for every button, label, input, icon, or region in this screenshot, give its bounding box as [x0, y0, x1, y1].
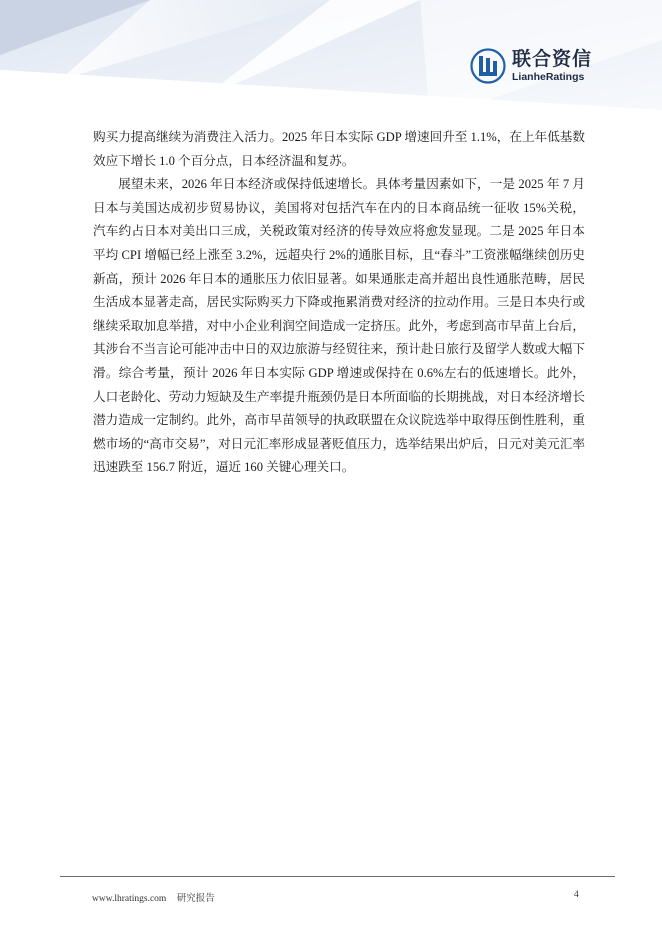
page-number: 4: [574, 890, 579, 900]
report-body: [93, 126, 585, 480]
footer-info: [92, 890, 215, 904]
brand-name-cn: 联合资信: [512, 47, 593, 70]
footer-report-type: 研究报告: [176, 894, 215, 904]
footer-divider: [60, 876, 615, 877]
body-paragraph: 展望未来，2026 年日本经济或保持低速增长。具体考量因素如下，一是 2025 年 7 月日本与美国达成初步贸易协议，美国将对包括汽车在内的日本商品统一征收 15%关税，汽车约占日本对美出口三成，关税政策对经济的传导效应将愈发显现。二是 2025 年日本平均 CPI 增幅已经上涨至 3.2%，远超央行 2%的通胀目标，且“春斗”工资涨幅继续创历史新高，预计 2026 年日本的通胀压力依旧显著。如果通胀走高并超出良性通胀范畴，居民生活成本显著走高，居民实际购买力下降或拖累消费对经济的拉动作用。三是日本央行或继续采取加息举措，对中小企业利润空间造成一定挤压。此外，考虑到高市早苗上台后，其涉台不当言论可能冲击中日的双边旅游与经贸往来，预计赴日旅行及留学人数或大幅下滑。综合考量，预计 2026 年日本实际 GDP 增速或保持在 0.6%左右的低速增长。此外，人口老龄化、劳动力短缺及生产率提升瓶颈仍是日本所面临的长期挑战，对日本经济增长潜力造成一定制约。此外，高市早苗领导的执政联盟在众议院选举中取得压倒性胜利，重燃市场的“高市交易”，对日元汇率形成显著贬值压力，选举结果出炉后，日元对美元汇率迅速跌至 156.7 附近，逼近 160 关键心理关口。: [93, 177, 585, 475]
brand-name-en: LianheRatings: [512, 70, 585, 83]
footer-website-link[interactable]: www.lhratings.com: [92, 894, 167, 904]
brand-logo: [470, 48, 592, 84]
lianhe-logo-icon: [470, 48, 506, 84]
body-paragraph: 购买力提高继续为消费注入活力。2025 年日本实际 GDP 增速回升至 1.1%，在上年低基数效应下增长 1.0 个百分点，日本经济温和复苏。: [93, 130, 585, 168]
